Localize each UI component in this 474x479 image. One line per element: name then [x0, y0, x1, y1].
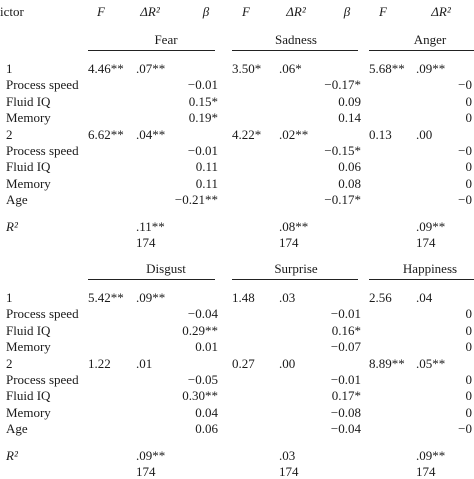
f-value: 5.42** [88, 290, 124, 305]
beta-value: −0.15* [324, 143, 361, 158]
r2-value: .11** [136, 218, 165, 234]
n-value: 174 [416, 464, 436, 479]
row-label: Fluid IQ [6, 159, 51, 175]
group-rule [88, 279, 215, 280]
beta-value: 0.30** [182, 388, 218, 404]
row-label: Process speed [6, 143, 79, 158]
beta-value: 0.19* [188, 110, 218, 126]
column-header-beta: β [202, 4, 210, 19]
row-label: Age [6, 192, 28, 208]
delta-r2-value: .04 [416, 290, 433, 305]
beta-value: 0.15* [188, 93, 218, 109]
r2-value: .09** [136, 447, 166, 463]
row-label: Memory [6, 110, 51, 126]
delta-r2-value: .06* [279, 61, 302, 76]
n-value: 174 [136, 464, 156, 479]
row-label: Fluid IQ [6, 93, 51, 109]
row-label: Process speed [6, 372, 79, 387]
f-value: 3.50* [232, 61, 262, 76]
beta-value: −0.21** [174, 192, 218, 208]
beta-value: 0.17* [331, 388, 361, 404]
beta-value: 0.08 [338, 175, 361, 191]
beta-value: 0.04 [195, 404, 218, 420]
group-title: Happiness [402, 261, 458, 276]
delta-r2-value: .00 [279, 355, 296, 371]
beta-value: −0.01 [330, 372, 361, 387]
r2-label: R² [6, 218, 18, 234]
beta-value: −0.07 [330, 339, 361, 355]
f-value: 1.48 [232, 290, 255, 305]
beta-value: 0.06 [195, 421, 218, 437]
beta-value: −0.17* [324, 77, 361, 93]
beta-value: 0 [465, 339, 472, 355]
row-label: Memory [6, 404, 51, 420]
row-label: 1 [6, 61, 13, 76]
f-value: 8.89** [369, 355, 405, 371]
delta-r2-value: .01 [136, 355, 153, 371]
beta-value: −0.01 [330, 306, 361, 322]
column-header-beta: β [343, 4, 351, 19]
beta-value: 0.29** [182, 322, 218, 338]
beta-value: 0 [465, 372, 472, 387]
row-label: Process speed [6, 306, 79, 322]
row-label: 2 [6, 355, 13, 371]
f-value: 4.46** [88, 61, 124, 76]
beta-value: 0.16* [331, 322, 361, 338]
beta-value: 0.09 [338, 93, 361, 109]
beta-value: −0.01 [187, 77, 218, 93]
beta-value: −0.04 [330, 421, 361, 437]
f-value: 0.13 [369, 126, 392, 142]
delta-r2-value: .07** [136, 61, 166, 76]
delta-r2-value: .04** [136, 126, 166, 142]
beta-value: 0.06 [338, 159, 361, 175]
group-title: Fear [154, 32, 178, 47]
beta-value: 0 [465, 322, 472, 338]
row-label: Memory [6, 175, 51, 191]
column-header-f: F [379, 4, 387, 19]
beta-value: 0 [465, 404, 472, 420]
r2-value: .08** [279, 218, 309, 234]
beta-value: 0.14 [338, 110, 361, 126]
beta-value: 0 [465, 175, 472, 191]
n-value: 174 [279, 235, 299, 250]
beta-value: −0 [458, 421, 472, 437]
f-value: 2.56 [369, 290, 392, 305]
delta-r2-value: .05** [416, 355, 446, 371]
beta-value: 0.11 [195, 175, 218, 191]
column-header-delta-r2: ΔR² [431, 4, 451, 19]
row-label: Process speed [6, 77, 79, 93]
column-header-f: F [97, 4, 105, 19]
row-label: Memory [6, 339, 51, 355]
group-rule [369, 50, 474, 51]
group-rule [232, 50, 358, 51]
beta-value: 0 [465, 388, 472, 404]
row-label: Fluid IQ [6, 388, 51, 404]
beta-value: 0.01 [195, 339, 218, 355]
beta-value: 0 [465, 110, 472, 126]
delta-r2-value: .03 [279, 290, 296, 305]
beta-value: −0.17* [324, 192, 361, 208]
group-rule [232, 279, 358, 280]
group-rule [88, 50, 215, 51]
delta-r2-value: .02** [279, 126, 309, 142]
f-value: 4.22* [232, 126, 262, 142]
delta-r2-value: .09** [416, 61, 446, 76]
n-value: 174 [279, 464, 299, 479]
n-value: 174 [416, 235, 436, 250]
delta-r2-value: .00 [416, 126, 433, 142]
beta-value: 0.11 [195, 159, 218, 175]
beta-value: −0 [458, 192, 472, 208]
column-header-delta-r2: ΔR² [286, 4, 306, 19]
group-title: Anger [413, 32, 447, 47]
beta-value: −0 [458, 77, 472, 93]
r2-label: R² [6, 447, 18, 463]
column-header-f: F [242, 4, 250, 19]
beta-value: 0 [465, 159, 472, 175]
group-title: Surprise [274, 261, 318, 276]
beta-value: −0.05 [187, 372, 218, 387]
beta-value: −0 [458, 143, 472, 158]
beta-value: 0 [465, 93, 472, 109]
f-value: 0.27 [232, 355, 255, 371]
row-label: Fluid IQ [6, 322, 51, 338]
row-label: 1 [6, 290, 13, 305]
r2-value: .09** [416, 218, 446, 234]
beta-value: 0 [465, 306, 472, 322]
f-value: 5.68** [369, 61, 405, 76]
row-label: 2 [6, 126, 13, 142]
group-title: Disgust [146, 261, 186, 276]
beta-value: −0.01 [187, 143, 218, 158]
r2-value: .09** [416, 447, 446, 463]
row-label: Age [6, 421, 28, 437]
r2-value: .03 [279, 447, 296, 463]
beta-value: −0.08 [330, 404, 361, 420]
f-value: 6.62** [88, 126, 124, 142]
n-value: 174 [136, 235, 156, 250]
column-header-delta-r2: ΔR² [140, 4, 160, 19]
column-header-predictor: ictor [0, 4, 24, 19]
group-rule [369, 279, 474, 280]
beta-value: −0.04 [187, 306, 218, 322]
f-value: 1.22 [88, 355, 111, 371]
delta-r2-value: .09** [136, 290, 166, 305]
group-title: Sadness [275, 32, 317, 47]
